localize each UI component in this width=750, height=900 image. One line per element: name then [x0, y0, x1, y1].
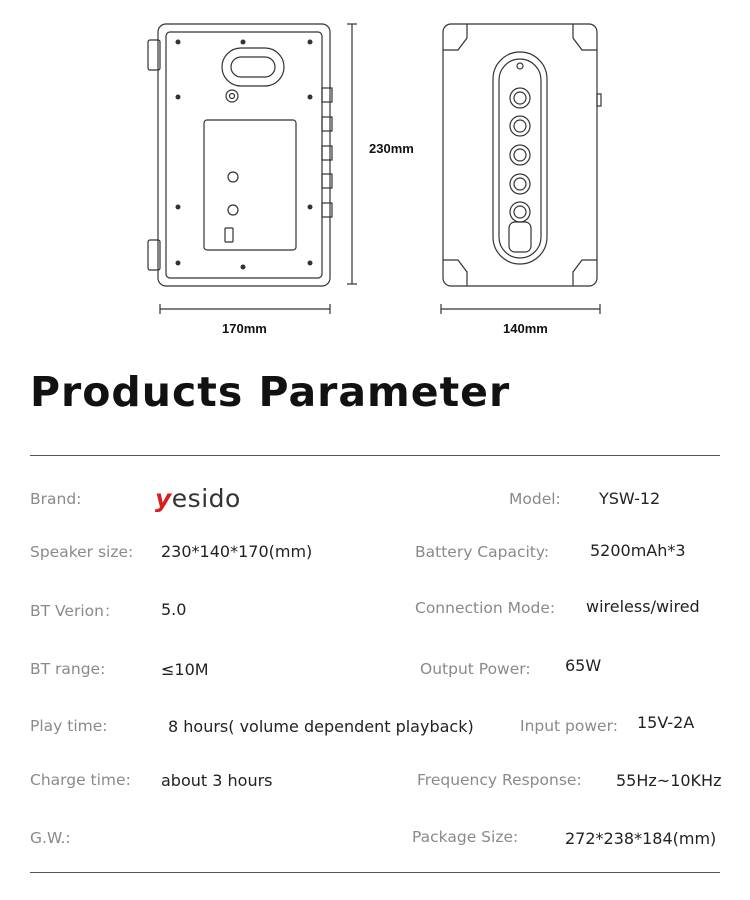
charge-time-label: Charge time: — [30, 771, 131, 789]
page-title: Products Parameter — [30, 368, 511, 416]
bt-version-label: BT Verion： — [30, 602, 120, 620]
top-divider — [30, 455, 720, 456]
model-value: YSW-12 — [599, 489, 661, 508]
brand-label: Brand: — [30, 490, 82, 508]
package-size-value: 272*238*184(mm) — [565, 829, 717, 848]
yesido-logo: yesido — [155, 484, 241, 513]
bt-version-value: 5.0 — [161, 600, 187, 619]
battery-value: 5200mAh*3 — [590, 541, 686, 560]
frequency-value: 55Hz~10KHz — [616, 771, 722, 790]
charge-time-value: about 3 hours — [161, 771, 273, 790]
output-power-value: 65W — [565, 656, 602, 675]
gw-label: G.W.: — [30, 829, 71, 847]
model-label: Model: — [509, 490, 561, 508]
connection-label: Connection Mode: — [415, 599, 556, 617]
play-time-label: Play time: — [30, 717, 108, 735]
rear-view-drawing — [148, 24, 357, 314]
depth-dimension-label: 140mm — [503, 321, 548, 336]
connection-value: wireless/wired — [586, 597, 700, 616]
width-dimension-label: 170mm — [222, 321, 267, 336]
bt-range-label: BT range: — [30, 660, 106, 678]
speaker-size-label: Speaker size: — [30, 543, 134, 561]
height-dimension-label: 230mm — [369, 141, 414, 156]
side-view-drawing — [441, 24, 601, 314]
play-time-value: 8 hours( volume dependent playback) — [168, 717, 474, 736]
frequency-label: Frequency Response: — [417, 771, 582, 789]
bottom-divider — [30, 872, 720, 873]
bt-range-value: ≤10M — [161, 660, 209, 679]
input-power-value: 15V-2A — [637, 713, 695, 732]
battery-label: Battery Capacity: — [415, 543, 550, 561]
package-size-label: Package Size: — [412, 828, 519, 846]
input-power-label: Input power: — [520, 717, 618, 735]
output-power-label: Output Power: — [420, 660, 531, 678]
speaker-size-value: 230*140*170(mm) — [161, 542, 313, 561]
product-drawing — [0, 0, 750, 350]
